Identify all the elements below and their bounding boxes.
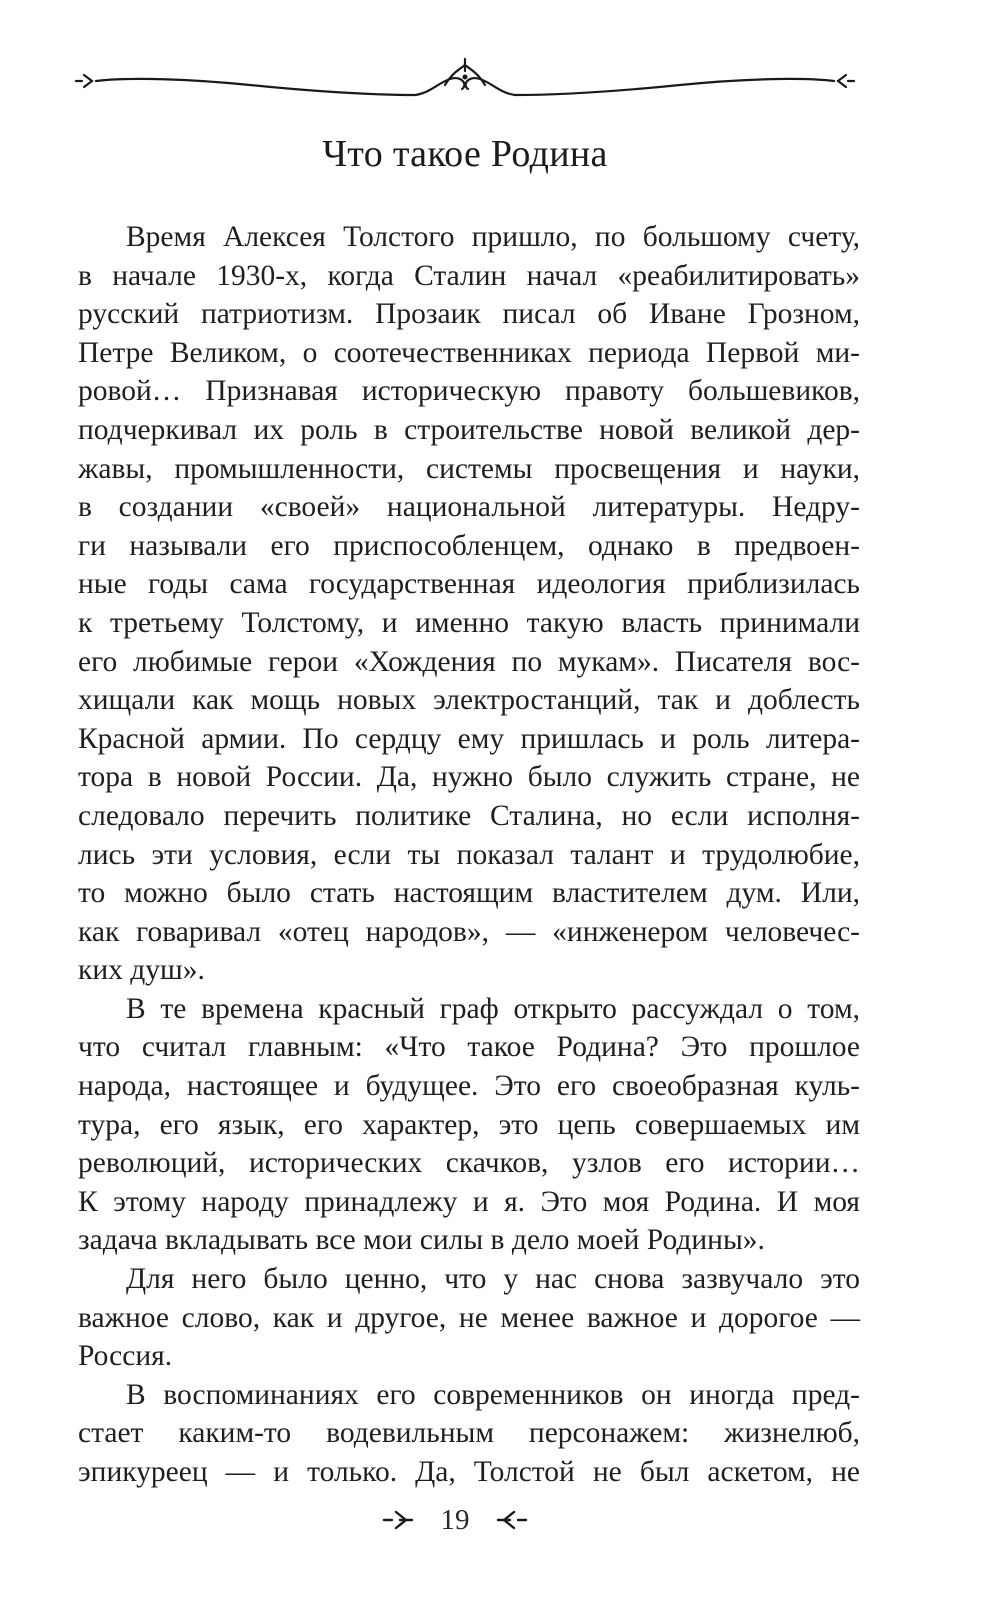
text-line: русский патриотизм. Прозаик писал об Иване Грозном, (78, 298, 860, 331)
text-line: что считал главным: «Что такое Родина? Это прошлое (78, 1031, 860, 1064)
text-line: эпикуреец — и только. Да, Толстой не был аскетом, не (78, 1456, 860, 1488)
text-line: В те времена красный граф открыто рассуждал о том, (126, 992, 860, 1025)
text-line: Для него было ценно, что у нас снова зазвучало это (126, 1263, 860, 1296)
paragraph-4 (78, 1376, 860, 1492)
text-line: в начале 1930-х, когда Сталин начал «реабилитировать» (78, 259, 860, 292)
text-line: следовало перечить политике Сталина, но если исполня- (78, 799, 860, 832)
text-line: как говаривал «отец народов», — «инженером человечес- (78, 915, 860, 948)
text-line: ровой… Признавая историческую правоту большевиков, (78, 375, 860, 408)
section-title: Что такое Родина (322, 133, 608, 175)
text-line: Красной армии. По сердцу ему пришлась и роль литера- (78, 722, 860, 755)
arrow-flourish-left-icon (494, 1506, 530, 1534)
paragraph-1 (78, 218, 860, 990)
text-line: в создании «своей» национальной литературы. Недру- (78, 491, 860, 524)
text-line: революций, исторических скачков, узлов его истории… (78, 1147, 860, 1180)
text-line: тора в новой России. Да, нужно было служить стране, не (78, 761, 860, 794)
page-footer (380, 1500, 530, 1540)
text-line: Время Алексея Толстого пришло, по большому счету, (126, 221, 860, 253)
text-line: лись эти условия, если ты показал талант и трудолюбие, (78, 838, 860, 871)
text-line: важное слово, как и другое, не менее важное и дорогое — (78, 1301, 860, 1334)
page-number: 19 (440, 1504, 470, 1536)
text-line: то можно было стать настоящим властителем дум. Или, (78, 877, 860, 910)
text-line: ги называли его приспособленцем, однако в предвоен- (78, 529, 860, 562)
text-line: подчеркивал их роль в строительстве новой великой дер- (78, 413, 860, 446)
body-text (78, 218, 860, 1492)
text-line: ные годы сама государственная идеология приблизилась (78, 568, 860, 601)
text-line: его любимые герои «Хождения по мукам». Писателя вос- (78, 645, 860, 678)
text-line: народа, настоящее и будущее. Это его своеобразная куль- (78, 1070, 860, 1103)
text-line: хищали как мощь новых электростанций, так и доблесть (78, 684, 860, 717)
text-line: стает каким-то водевильным персонажем: жизнелюб, (78, 1417, 860, 1450)
text-line: к третьему Толстому, и именно такую власть принимали (78, 606, 860, 639)
text-line: жавы, промышленности, системы просвещения и науки, (78, 452, 860, 485)
text-line: ких душ». (78, 954, 205, 987)
text-line: задача вкладывать все мои силы в дело моей Родины». (78, 1224, 765, 1257)
text-line: Россия. (78, 1340, 173, 1373)
paragraph-2 (78, 990, 860, 1260)
top-ornament-divider (70, 55, 860, 115)
text-line: тура, его язык, его характер, это цепь совершаемых им (78, 1108, 860, 1141)
paragraph-3 (78, 1260, 860, 1376)
text-line: К этому народу принадлежу и я. Это моя Родина. И моя (78, 1185, 860, 1218)
text-line: В воспоминаниях его современников он иногда пред- (126, 1378, 860, 1411)
text-line: Петре Великом, о соотечественниках периода Первой ми- (78, 336, 860, 369)
